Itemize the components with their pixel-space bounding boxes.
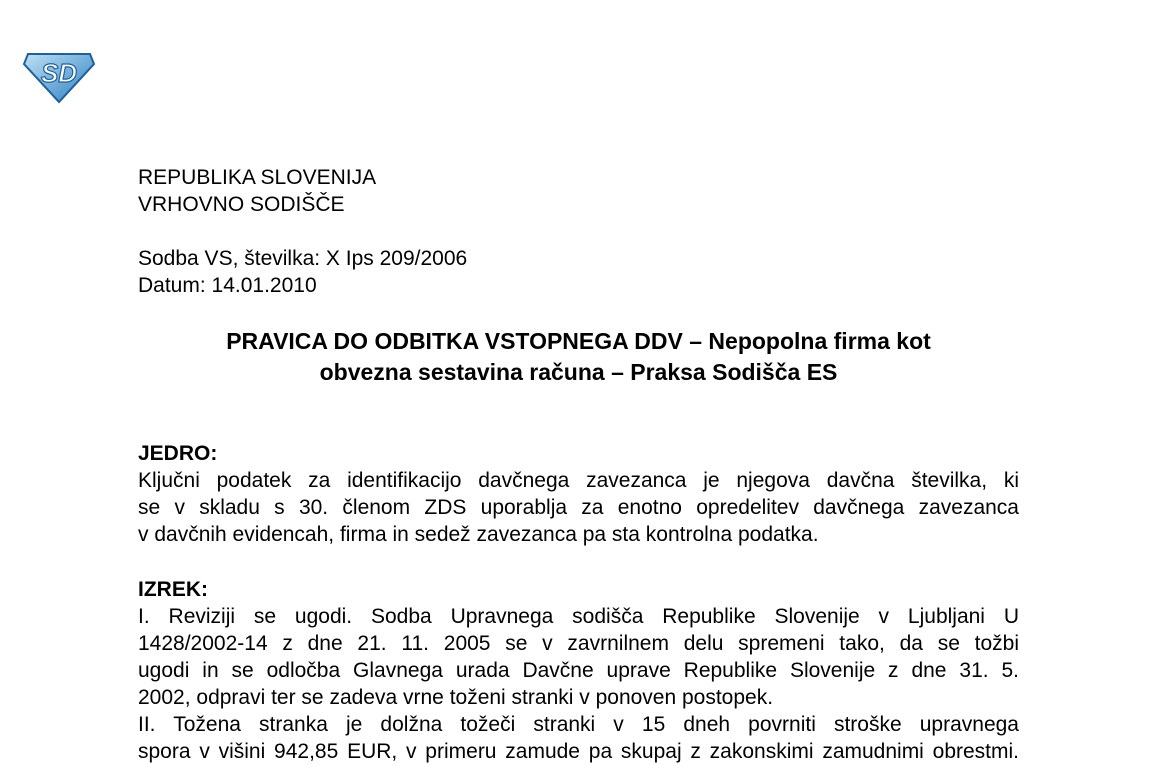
title-line-2: obvezna sestavina računa – Praksa Sodišča ES [319, 359, 838, 385]
case-date: Datum: 14.01.2010 [138, 274, 317, 297]
case-info [138, 245, 467, 299]
izrek-line: 1428/2002-14 z dne 21. 11. 2005 se v zavrnilnem delu spremeni tako, da se tožbi [138, 632, 1019, 655]
izrek-line: I. Reviziji se ugodi. Sodba Upravnega sodišča Republike Slovenije v Ljubljani U [138, 605, 1019, 628]
country-name: REPUBLIKA SLOVENIJA [138, 166, 377, 189]
jedro-line: v davčnih evidencah, firma in sedež zavezanca pa sta kontrolna podatka. [138, 523, 819, 546]
izrek-line: ugodi in se odločba Glavnega urada Davčne uprave Republike Slovenije z dne 31. 5. [138, 659, 1019, 682]
izrek-line: II. Tožena stranka je dolžna tožeči stranki v 15 dneh povrniti stroške upravnega [138, 713, 1019, 736]
document-title [138, 326, 1019, 388]
jedro-section [138, 440, 1019, 548]
court-name: VRHOVNO SODIŠČE [138, 193, 345, 216]
court-logo-icon [22, 48, 96, 104]
izrek-section [138, 576, 1019, 765]
logo-text: SD [40, 58, 78, 88]
court-header [138, 164, 376, 218]
case-number: Sodba VS, številka: X Ips 209/2006 [138, 247, 468, 270]
jedro-heading: JEDRO: [138, 442, 218, 465]
izrek-line: 2002, odpravi ter se zadeva vrne toženi stranki v ponoven postopek. [138, 686, 774, 709]
jedro-line: Ključni podatek za identifikacijo davčnega zavezanca je njegova davčna številka, ki [138, 469, 1019, 492]
izrek-line: spora v višini 942,85 EUR, v primeru zamude pa skupaj z zakonskimi zamudnimi obrestmi. [138, 740, 1019, 763]
title-line-1: PRAVICA DO ODBITKA VSTOPNEGA DDV – Nepopolna firma kot [226, 328, 931, 354]
izrek-heading: IZREK: [138, 578, 208, 601]
jedro-line: se v skladu s 30. členom ZDS uporablja za enotno opredelitev davčnega zavezanca [138, 496, 1019, 519]
